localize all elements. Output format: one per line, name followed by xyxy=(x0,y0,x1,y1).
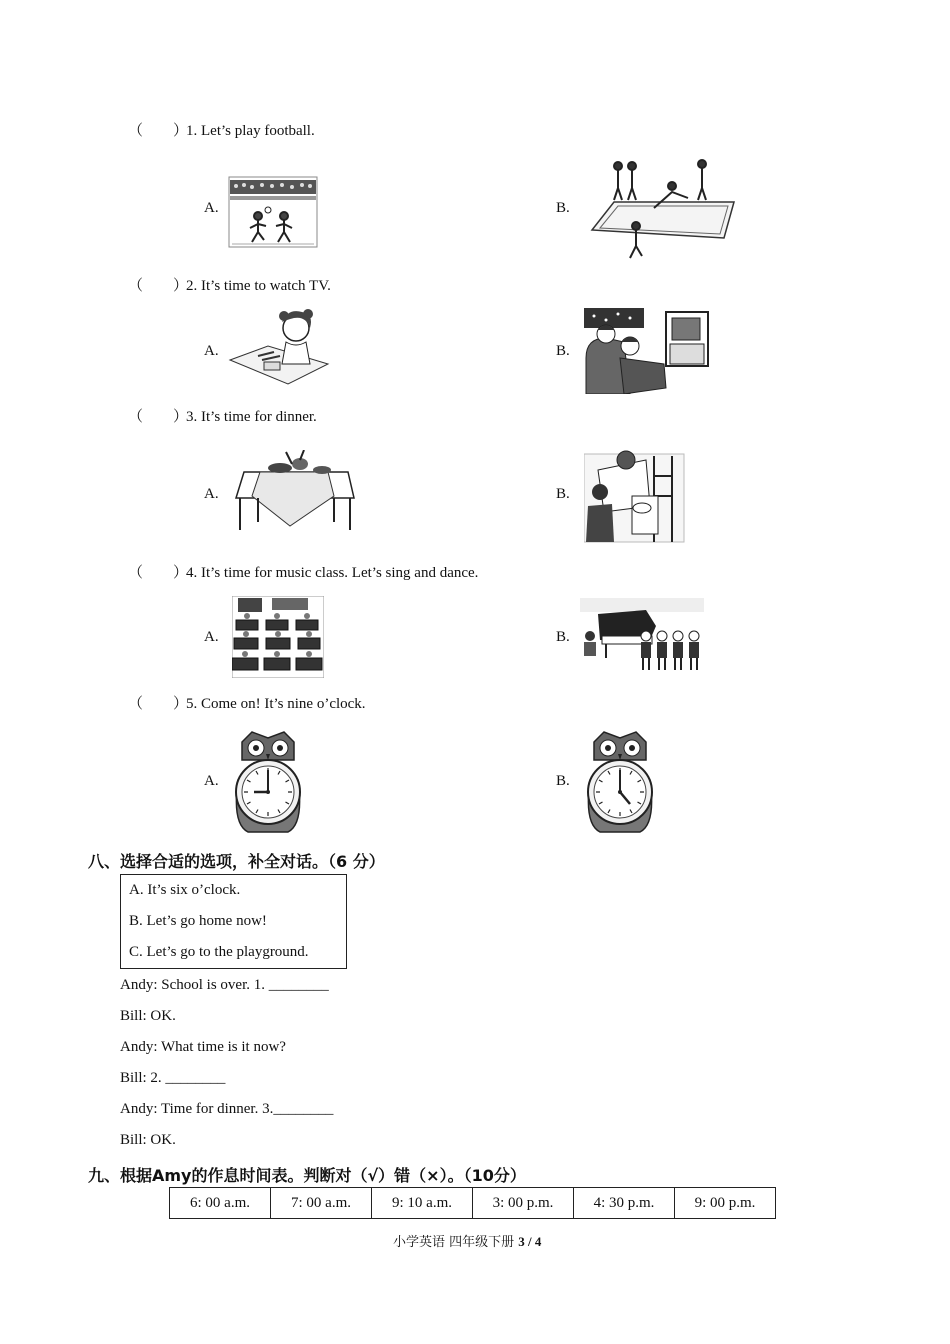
page-number: 3 / 4 xyxy=(518,1234,542,1249)
answer-paren[interactable]: （ ） xyxy=(128,696,189,712)
question-text: 5. Come on! It’s nine o’clock. xyxy=(186,696,366,712)
time-cell: 7: 00 a.m. xyxy=(271,1188,372,1219)
question-5 xyxy=(128,695,366,713)
dialogue-line-2: Bill: OK. xyxy=(120,1008,176,1024)
dialogue-line-5[interactable]: Andy: Time for dinner. 3.________ xyxy=(120,1101,334,1117)
option-a-label: A. xyxy=(204,629,219,645)
option-box xyxy=(120,874,347,969)
option-a-label: A. xyxy=(204,343,219,359)
answer-paren[interactable]: （ ） xyxy=(128,123,189,139)
owl-clock-icon xyxy=(580,730,660,834)
dialogue-line-1[interactable]: Andy: School is over. 1. ________ xyxy=(120,977,329,993)
piano-singing-children-picture-icon xyxy=(580,596,706,676)
football-match-picture-icon xyxy=(228,176,318,248)
option-b-label: B. xyxy=(556,200,570,216)
question-text: 1. Let’s play football. xyxy=(186,123,315,139)
question-3 xyxy=(128,408,317,426)
option-a: A. It’s six o’clock. xyxy=(129,882,241,898)
dialogue-line-3: Andy: What time is it now? xyxy=(120,1039,286,1055)
footer-text: 小学英语 四年级下册 xyxy=(393,1235,519,1250)
owl-clock-icon xyxy=(228,730,308,834)
question-4 xyxy=(128,564,478,582)
option-b-label: B. xyxy=(556,343,570,359)
section-8-title: 八、选择合适的选项，补全对话。（6 分） xyxy=(88,852,385,871)
option-b-label: B. xyxy=(556,773,570,789)
option-b: B. Let’s go home now! xyxy=(129,913,267,929)
page-footer xyxy=(393,1231,541,1250)
option-c: C. Let’s go to the playground. xyxy=(129,944,309,960)
time-cell: 4: 30 p.m. xyxy=(574,1188,675,1219)
time-cell: 3: 00 p.m. xyxy=(473,1188,574,1219)
classroom-picture-icon xyxy=(232,596,324,678)
art-class-picture-icon xyxy=(584,446,686,544)
girl-drawing-picture-icon xyxy=(228,308,330,386)
option-b-label: B. xyxy=(556,629,570,645)
question-2 xyxy=(128,277,331,295)
question-text: 3. It’s time for dinner. xyxy=(186,409,317,425)
schedule-table xyxy=(169,1187,776,1219)
time-cell: 9: 10 a.m. xyxy=(372,1188,473,1219)
answer-paren[interactable]: （ ） xyxy=(128,278,189,294)
option-a-label: A. xyxy=(204,200,219,216)
question-1 xyxy=(128,122,315,140)
option-b-label: B. xyxy=(556,486,570,502)
answer-paren[interactable]: （ ） xyxy=(128,409,189,425)
option-a-label: A. xyxy=(204,773,219,789)
section-9-title: 九、根据Amy的作息时间表。判断对（√）错（×）。（10分） xyxy=(88,1166,526,1185)
answer-paren[interactable]: （ ） xyxy=(128,565,189,581)
children-watching-tv-picture-icon xyxy=(584,308,710,394)
option-a-label: A. xyxy=(204,486,219,502)
gym-mat-children-picture-icon xyxy=(584,158,739,260)
time-cell: 6: 00 a.m. xyxy=(170,1188,271,1219)
time-cell: 9: 00 p.m. xyxy=(675,1188,776,1219)
table-row xyxy=(170,1188,776,1219)
dialogue-line-6: Bill: OK. xyxy=(120,1132,176,1148)
question-text: 2. It’s time to watch TV. xyxy=(186,278,331,294)
question-text: 4. It’s time for music class. Let’s sing and dance. xyxy=(186,565,479,581)
dialogue-line-4[interactable]: Bill: 2. ________ xyxy=(120,1070,226,1086)
dinner-table-picture-icon xyxy=(230,450,358,536)
